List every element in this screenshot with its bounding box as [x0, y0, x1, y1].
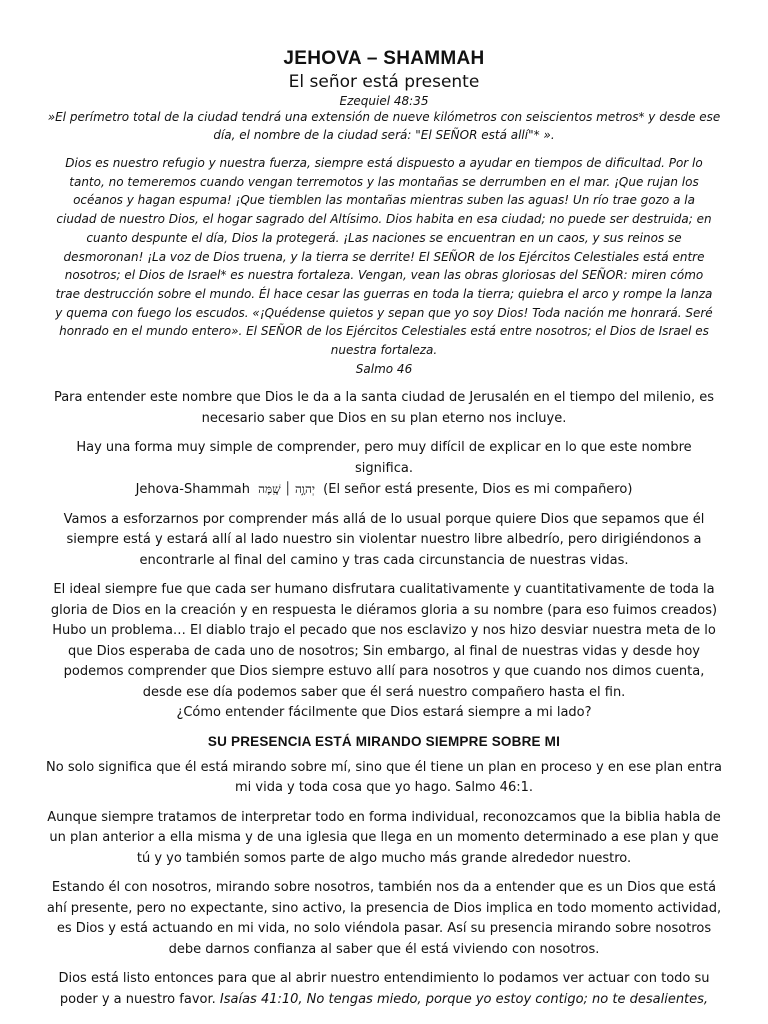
paragraph-5: No solo significa que él está mirando sobre mí, sino que él tiene un plan en proceso y en ese plan entra mi vida y toda cosa que yo hago. Salmo 46:1.: [46, 759, 722, 796]
name-jehova-shammah: Jehova-Shammah: [135, 482, 250, 498]
name-meaning: (El señor está presente, Dios es mi compañero): [323, 482, 633, 498]
psalm-quote: [54, 154, 714, 378]
paragraph-8: [46, 969, 722, 1010]
hebrew-name: יְהוָ֣ה ׀ שָֽׁמָּה: [258, 482, 316, 497]
scripture-reference: Ezequiel 48:35: [339, 94, 429, 108]
paragraph-6: Aunque siempre tratamos de interpretar todo en forma individual, reconozcamos que la biblia habla de un plan anterior a ella misma y de una iglesia que llega en un momento determinado a ese plan y que tú y yo también somos parte de algo mucho más grande alrededor nuestro.: [47, 809, 721, 866]
section-heading: SU PRESENCIA ESTÁ MIRANDO SIEMPRE SOBRE MI: [207, 733, 561, 749]
document-title: JEHOVA – SHAMMAH: [283, 48, 485, 69]
paragraph-4-question: ¿Cómo entender fácilmente que Dios estará siempre a mi lado?: [176, 705, 592, 721]
paragraph-8-citation: Isaías 41:10, No tengas miedo, porque yo estoy contigo; no te desalientes,: [219, 991, 709, 1007]
paragraph-4: [46, 580, 722, 724]
document-subtitle: El señor está presente: [288, 72, 480, 92]
paragraph-2: [46, 438, 722, 501]
paragraph-7: Estando él con nosotros, mirando sobre nosotros, también nos da a entender que es un Dios que está ahí presente, pero no expectante, sino activo, la presencia de Dios implica en todo momento actividad, es Dios y está actuando en mi vida, no solo viéndola pasar. Así su presencia mirando sobre nosotros debe darnos confianza al saber que él está viviendo con nosotros.: [46, 880, 722, 957]
paragraph-2-line-1: Hay una forma muy simple de comprender, pero muy difícil de explicar en lo que este nombre significa.: [76, 440, 692, 476]
paragraph-3: Vamos a esforzarnos por comprender más allá de lo usual porque quiere Dios que sepamos que él siempre está y estará allí al lado nuestro sin violentar nuestro libre albedrío, pero dirigiéndonos a encontrarle al final del camino y tras cada circunstancia de nuestras vidas.: [63, 511, 705, 568]
paragraph-1: Para entender este nombre que Dios le da a la santa ciudad de Jerusalén en el tiempo del milenio, es necesario saber que Dios en su plan eterno nos incluye.: [53, 390, 715, 426]
paragraph-4-text: El ideal siempre fue que cada ser humano disfrutara cualitativamente y cuantitativamente de toda la gloria de Dios en la creación y en respuesta le diéramos gloria a su nombre (para eso fuimos creados) Hubo un problema… El diablo trajo el pecado que nos esclavizo y nos hizo desviar nuestra meta de lo que Dios esperaba de cada uno de nosotros; Sin embargo, al final de nuestras vidas y desde hoy podemos comprender que Dios siempre estuvo allí para nosotros y que cuando nos dimos cuenta, desde ese día podemos saber que él será nuestro compañero hasta el fin.: [50, 582, 718, 700]
psalm-quote-reference: Salmo 46: [355, 361, 413, 376]
paragraph-8-text: Dios está listo entonces para que al abrir nuestro entendimiento lo podamos ver actuar con todo su poder y a nuestro favor.: [58, 971, 710, 1007]
psalm-quote-text: Dios es nuestro refugio y nuestra fuerza, siempre está dispuesto a ayudar en tiempos de dificultad. Por lo tanto, no temeremos cuando vengan terremotos y las montañas se derrumben en el mar. ¡Que rujan los océanos y hagan espuma! ¡Que tiemblen las montañas mientras suben las aguas! Un río trae gozo a la ciudad de nuestro Dios, el hogar sagrado del Altísimo. Dios habita en esa ciudad; no puede ser destruida; en cuanto despunte el día, Dios la protegerá. ¡Las naciones se encuentran en un caos, y sus reinos se desmoronan! ¡La voz de Dios truena, y la tierra se derrite! El SEÑOR de los Ejércitos Celestiales está entre nosotros; el Dios de Israel* es nuestra fortaleza. Vengan, vean las obras gloriosas del SEÑOR: miren cómo trae destrucción sobre el mundo. Él hace cesar las guerras en toda la tierra; quiebra el arco y rompe la lanza y quema con fuego los escudos. «¡Quédense quietos y sepan que yo soy Dios! Toda nación me honrará. Seré honrado en el mundo entero». El SEÑOR de los Ejércitos Celestiales está entre nosotros; el Dios de Israel es nuestra fortaleza.: [55, 156, 713, 358]
scripture-verse: »El perímetro total de la ciudad tendrá una extensión de nueve kilómetros con seiscientos metros* y desde ese día, el nombre de la ciudad será: "El SEÑOR está allí"* ».: [47, 110, 721, 142]
